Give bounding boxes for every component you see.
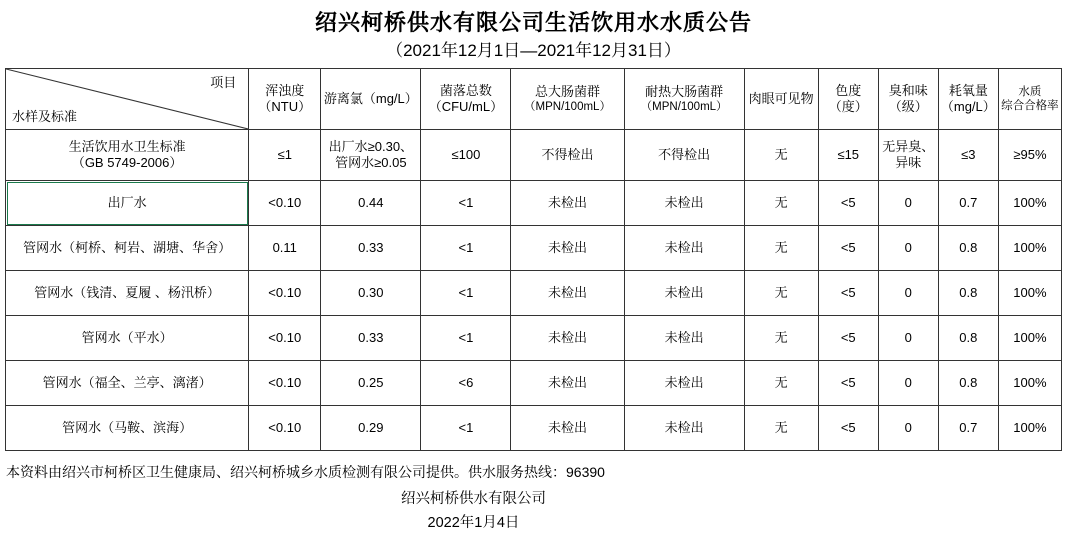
table-row (6, 181, 1062, 226)
column-header-turbidity-unit: （NTU） (258, 99, 312, 114)
standard-cell-odor-taste-line2: 异味 (895, 155, 922, 170)
cell-oxygen-consumption: 0.8 (938, 361, 998, 406)
column-header-oxygen-consumption-unit: （mg/L） (940, 99, 996, 114)
signature-block (0, 487, 1067, 535)
standard-cell-overall-pass-rate: ≥95% (998, 130, 1061, 181)
column-header-turbidity (249, 69, 321, 130)
cell-oxygen-consumption: 0.8 (938, 226, 998, 271)
cell-odor-taste: 0 (878, 316, 938, 361)
cell-oxygen-consumption: 0.7 (938, 406, 998, 451)
cell-thermotolerant-coliform: 未检出 (624, 361, 744, 406)
cell-colony-count: <1 (421, 316, 511, 361)
standard-row (6, 130, 1062, 181)
standard-cell-colony-count: ≤100 (421, 130, 511, 181)
column-header-chroma (818, 69, 878, 130)
cell-thermotolerant-coliform: 未检出 (624, 226, 744, 271)
page-title: 绍兴柯桥供水有限公司生活饮用水水质公告 (314, 10, 752, 35)
cell-overall-pass-rate: 100% (998, 181, 1061, 226)
standard-cell-free-chlorine-line1: 出厂水≥0.30、 (328, 139, 414, 154)
corner-right-label: 项目 (210, 75, 237, 90)
table-row (6, 406, 1062, 451)
column-header-odor-taste-unit: （级） (888, 99, 928, 114)
cell-oxygen-consumption: 0.8 (938, 316, 998, 361)
column-header-colony-count-name: 菌落总数 (439, 83, 492, 98)
standard-row-label-line1: 生活饮用水卫生标准 (68, 139, 186, 154)
row-label-pipe-water-maan: 管网水（马鞍、滨海） (6, 406, 249, 451)
cell-chroma: <5 (818, 316, 878, 361)
standard-row-label-line2: （GB 5749-2006） (71, 155, 183, 170)
cell-turbidity: <0.10 (249, 361, 321, 406)
cell-overall-pass-rate: 100% (998, 226, 1061, 271)
table-row (6, 316, 1062, 361)
header-corner-cell (6, 69, 249, 130)
cell-visible-matter: 无 (744, 361, 818, 406)
cell-turbidity: 0.11 (249, 226, 321, 271)
column-header-chroma-unit: （度） (828, 99, 868, 114)
corner-left-label: 水样及标准 (12, 109, 78, 124)
table-row (6, 226, 1062, 271)
column-header-visible-matter-name: 肉眼可见物 (748, 91, 814, 106)
cell-colony-count: <6 (421, 361, 511, 406)
cell-colony-count: <1 (421, 226, 511, 271)
cell-total-coliform: 未检出 (511, 181, 624, 226)
cell-turbidity: <0.10 (249, 271, 321, 316)
standard-cell-free-chlorine-line2: 管网水≥0.05 (335, 155, 407, 170)
column-header-overall-pass-rate-unit: 综合合格率 (1001, 100, 1059, 112)
standard-cell-free-chlorine (321, 130, 421, 181)
column-header-colony-count-unit: （CFU/mL） (428, 99, 504, 114)
standard-cell-odor-taste-line1: 无异臭、 (882, 139, 935, 154)
row-label-pipe-water-fuquan: 管网水（福全、兰亭、漓渚） (6, 361, 249, 406)
column-header-thermotolerant-coliform-unit: （MPN/100mL） (640, 101, 728, 113)
column-header-visible-matter (744, 69, 818, 130)
cell-odor-taste: 0 (878, 361, 938, 406)
cell-overall-pass-rate: 100% (998, 361, 1061, 406)
cell-free-chlorine: 0.25 (321, 361, 421, 406)
column-header-chroma-name: 色度 (835, 83, 862, 98)
cell-colony-count: <1 (421, 406, 511, 451)
cell-thermotolerant-coliform: 未检出 (624, 406, 744, 451)
row-label-factory-water: 出厂水 (6, 181, 249, 226)
column-header-thermotolerant-coliform-name: 耐热大肠菌群 (645, 84, 724, 99)
cell-visible-matter: 无 (744, 226, 818, 271)
column-header-overall-pass-rate (998, 69, 1061, 130)
column-header-overall-pass-rate-name: 水质 (1018, 86, 1042, 98)
cell-free-chlorine: 0.30 (321, 271, 421, 316)
cell-chroma: <5 (818, 406, 878, 451)
column-header-total-coliform (511, 69, 624, 130)
cell-visible-matter: 无 (744, 406, 818, 451)
table-row (6, 271, 1062, 316)
cell-colony-count: <1 (421, 271, 511, 316)
column-header-odor-taste-name: 臭和味 (888, 83, 928, 98)
cell-overall-pass-rate: 100% (998, 406, 1061, 451)
cell-turbidity: <0.10 (249, 181, 321, 226)
standard-cell-thermotolerant-coliform: 不得检出 (624, 130, 744, 181)
table-header-row (6, 69, 1062, 130)
column-header-thermotolerant-coliform (624, 69, 744, 130)
cell-visible-matter: 无 (744, 271, 818, 316)
table-row (6, 361, 1062, 406)
column-header-free-chlorine-name: 游离氯（mg/L） (323, 91, 418, 106)
column-header-colony-count (421, 69, 511, 130)
cell-colony-count: <1 (421, 181, 511, 226)
cell-total-coliform: 未检出 (511, 271, 624, 316)
standard-cell-total-coliform: 不得检出 (511, 130, 624, 181)
cell-odor-taste: 0 (878, 406, 938, 451)
cell-thermotolerant-coliform: 未检出 (624, 181, 744, 226)
cell-thermotolerant-coliform: 未检出 (624, 271, 744, 316)
row-label-pipe-water-qianqing: 管网水（钱清、夏履 、杨汛桥） (6, 271, 249, 316)
footer-note: 本资料由绍兴市柯桥区卫生健康局、绍兴柯桥城乡水质检测有限公司提供。供水服务热线：96390 (6, 464, 605, 480)
cell-chroma: <5 (818, 271, 878, 316)
column-header-odor-taste (878, 69, 938, 130)
cell-odor-taste: 0 (878, 181, 938, 226)
column-header-total-coliform-name: 总大肠菌群 (534, 84, 600, 99)
cell-oxygen-consumption: 0.8 (938, 271, 998, 316)
cell-free-chlorine: 0.33 (321, 316, 421, 361)
cell-odor-taste: 0 (878, 226, 938, 271)
signature-company: 绍兴柯桥供水有限公司 (401, 491, 546, 507)
standard-cell-odor-taste (878, 130, 938, 181)
cell-visible-matter: 无 (744, 316, 818, 361)
standard-cell-oxygen-consumption: ≤3 (938, 130, 998, 181)
cell-total-coliform: 未检出 (511, 406, 624, 451)
column-header-oxygen-consumption-name: 耗氧量 (948, 83, 988, 98)
report-period-subtitle: （2021年12月1日—2021年12月31日） (386, 41, 681, 60)
standard-row-label (6, 130, 249, 181)
cell-turbidity: <0.10 (249, 406, 321, 451)
cell-visible-matter: 无 (744, 181, 818, 226)
column-header-total-coliform-unit: （MPN/100mL） (524, 101, 611, 113)
cell-free-chlorine: 0.29 (321, 406, 421, 451)
standard-cell-visible-matter: 无 (744, 130, 818, 181)
cell-chroma: <5 (818, 181, 878, 226)
cell-total-coliform: 未检出 (511, 361, 624, 406)
cell-odor-taste: 0 (878, 271, 938, 316)
row-label-pipe-water-keqiao: 管网水（柯桥、柯岩、湖塘、华舍） (6, 226, 249, 271)
cell-overall-pass-rate: 100% (998, 316, 1061, 361)
cell-free-chlorine: 0.33 (321, 226, 421, 271)
column-header-turbidity-name: 浑浊度 (265, 83, 305, 98)
cell-total-coliform: 未检出 (511, 316, 624, 361)
column-header-oxygen-consumption (938, 69, 998, 130)
cell-turbidity: <0.10 (249, 316, 321, 361)
signature-date: 2022年1月4日 (427, 515, 520, 531)
standard-cell-turbidity: ≤1 (249, 130, 321, 181)
cell-total-coliform: 未检出 (511, 226, 624, 271)
cell-chroma: <5 (818, 361, 878, 406)
cell-thermotolerant-coliform: 未检出 (624, 316, 744, 361)
cell-free-chlorine: 0.44 (321, 181, 421, 226)
water-quality-table (5, 68, 1062, 451)
cell-oxygen-consumption: 0.7 (938, 181, 998, 226)
cell-chroma: <5 (818, 226, 878, 271)
cell-overall-pass-rate: 100% (998, 271, 1061, 316)
row-label-pipe-water-pingshui: 管网水（平水） (6, 316, 249, 361)
standard-cell-chroma: ≤15 (818, 130, 878, 181)
column-header-free-chlorine (321, 69, 421, 130)
